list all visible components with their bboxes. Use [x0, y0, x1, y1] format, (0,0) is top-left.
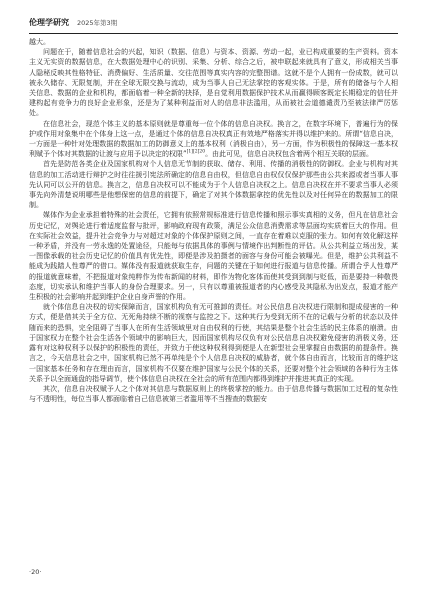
running-header	[29, 11, 398, 33]
paragraph: 越大。	[29, 38, 50, 46]
paragraph: 就个体信息自决权的切实保障而言，国家机构负有无可推卸的责任。对公民信息自决权进行限制和提成侵害的一种方式，便是借其关于全方位、无死角持续不断的视察与监控之下。这种其行为受到无所不在的记载与分析的状态以及伴随而来的恐惧，完全阻碍了当事人在所有生活领域里对自由权利的行使，其结果是整个社会生活的民主体系的崩溃。由于国家权力在整个社会生活各个领域中的影响巨大，因而国家机构尽仅负有对公民信息自决权避免侵害的消极义务，还露有对这种权利予以保护的积极性的责任，并致力于使这种权利得到便是人在新型社会里掌握自由数据的前提条件。换言之，今天信息社会之中，国家机构已然不再单纯是个个人信息自决权的威胁者，就个体自由而言，比较而言的维护这一国家基本任务和存在理由而言，国家机构不仅要在维护国家与公民个体的关系，还要对整个社会领域的各种行为主体关系予以全面通盘的指导调节，使个体信息自决权在全社会的所有范围内都得到维护并推进其真正的实现。	[29, 303, 398, 383]
page-number: ·20·	[29, 568, 42, 576]
paragraph: 媒体作为企业承担着特殊的社会责任，它拥有依照常规标准进行信息传播和照示事实真相的义务，但凡在信息社会历史记忆，对舆论进行着适度监督与批评，影响政府现有政策，满足公众信息消费需求等层面均实质着巨大的作用。但在实际社会效益，提升社会竞争力与对超过对象的个体保护原则之间，一直存在着难以克服的张力。如何有效化解这样一种矛盾，并没有一劳永逸的处置途径，只能每与依据具体的事例与情境作出判断性的评估。从公共利益立场出发，某一图像承载的社会历史记忆的价值具有优先性，即便是涉及拍摄者的面容与身份可能会被曝光。但是，维护公共利益不能成为践踏人性尊严的借口。媒体没有报道就获取生存，问题的关键在于如何进行报道与信息传播。所谓合乎人性尊严的报道就意味着，不把报道对象纯粹作为传布新闻的材料，即作为物化客体而使其受到到制与贬低，而是要持一种敬畏态度，切实承认和维护当事人的身份合理要求。另一，只有以尊重被报道者的内心感受及其隐私为出发点，报道才能产生积极的社会影响并起到维护企业自身声誉的作用。	[29, 211, 398, 302]
paragraph: 问题在于，随着信息社会的兴起，知识（数据、信息）与资本、资源、劳动一起，业已构成重要的生产资料。资本主义无实资的数据信息，在大数据处理中心的识别、采集、分析、综合之后，被申联起来就具有了意义，形成相关当事人隐秘反映其性格特征、消费偏好、生活质量、交往范围等真实内容的完整图谱。这就不是个人拥有一份成数，就可以被永久储存、无限复制，并在全球无限交换与流动，成为当事人自己无法掌控的客观实体。于是，所有的储备与个人相关信息、数据的企业和机构，都面临着一种全新的抉择，是自觉利用数据保护技术从而赢得顾客既定长期稳定的信任并建构起有竞争力的良好企业形象，还是为了某种利益而对人的信息非法滥用，从而被社会道德谴责乃至被法律严厉惩处。	[29, 48, 398, 118]
paragraph	[29, 119, 398, 160]
journal-name: 伦理学研究	[29, 17, 69, 27]
paragraph-text-tail: 。由此可见，信息自决权包含着两个相互关联的层面。	[205, 150, 374, 159]
body-text	[29, 37, 398, 404]
paragraph-text: 在信息社会，现范个体主义的基本原则就是尊重每一位个体的信息自决权。换言之，在数字环境下，普遍行为的保护或作用对象集中在个体身上这一点，是通过个体的信息自决权真正有效地严格落实并得以维护来的。所谓“信息自决，一方面是一种针对处理数据的数据加工的防御意义上的基本权利（消极自由），另一方面，作为积极性的保障这一基本权利赋予个体对其数据的让渡与应用予以决定的权限”	[29, 119, 398, 159]
issue-label: 2025年第3期	[77, 18, 118, 27]
header-rule	[29, 33, 398, 34]
paragraph: 其次，信息自决权赋予人之个体对其信息与数据原则上的终极掌控的能力。由于信息传播与数据加工过程的复杂性与不透明性，每位当事人都面临着自己信息被第三者滥用等不当搜查的数据安	[29, 384, 398, 404]
paragraph: 首先是防范各类企业及国家机构对个人信息无节制的获取、储存、利用、传播的消极性的防御权。企业与机构对其信息的加工活动进行辩护之时往往援引宪法所确定的信息自由权，但信息自由权仅仅保护那些由公共来源或者当事人事先认同可以公开的信息。换言之，信息自决权可以不能成为于个人信息自决权之上。信息自决权在并不要求当事人必须事先向外清楚说明哪些是他想保密的信息的前提下，确定了对其个体数据拿控的优先性以及对任何异在的数据加工的限制。	[29, 160, 398, 210]
footnote-reference: [1][2]20	[186, 149, 206, 155]
